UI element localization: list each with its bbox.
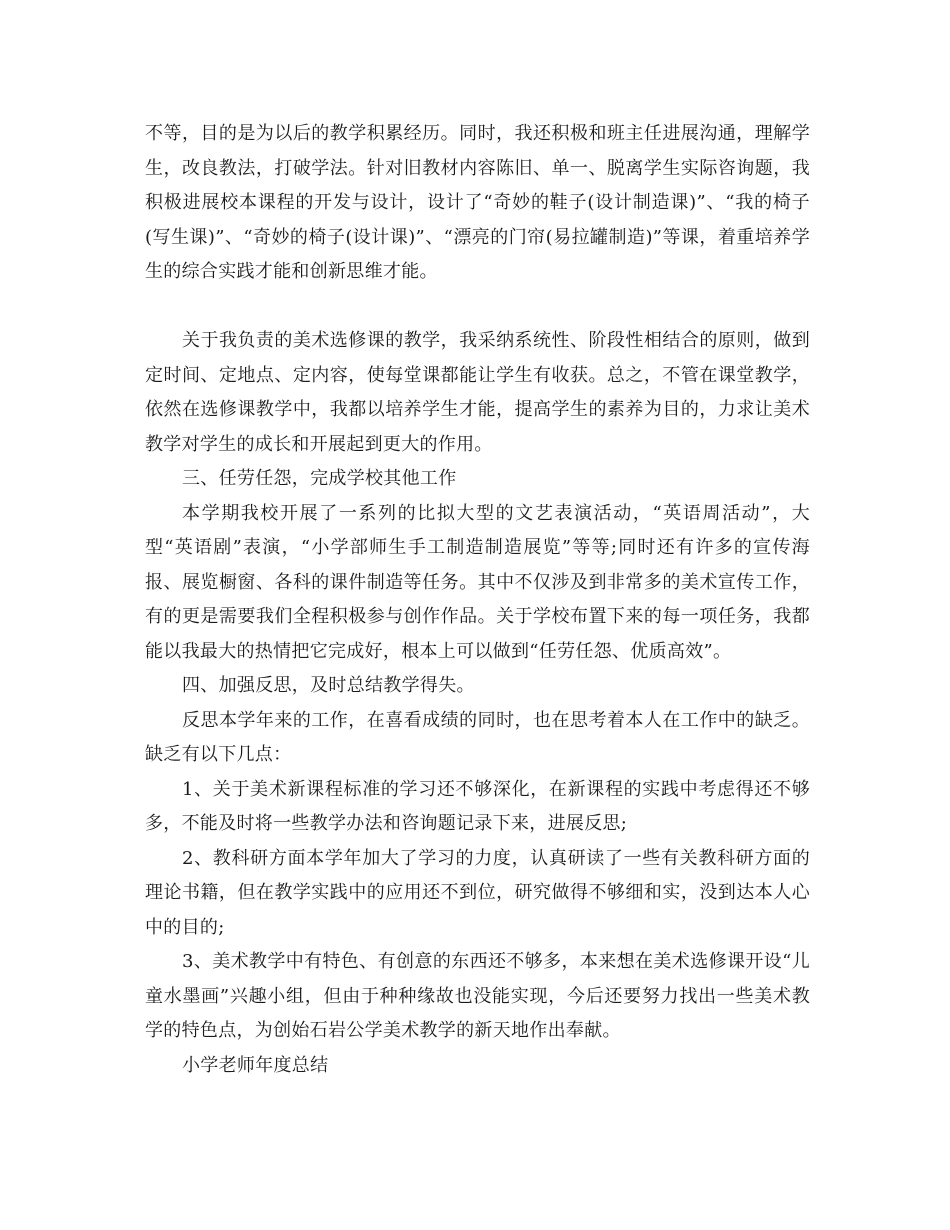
list-item-shortcoming-1: 1、关于美术新课程标准的学习还不够深化，在新课程的实践中考虑得还不够多，不能及时将一些教学办法和咨询题记录下来，进展反思;: [145, 778, 810, 834]
closing-title: 小学老师年度总结: [182, 1054, 329, 1076]
paragraph-gap: [145, 290, 810, 325]
list-item-shortcoming-2: 2、教科研方面本学年加大了学习的力度，认真研读了一些有关教科研方面的理论书籍，但在教学实践中的应用还不到位，研究做得不够细和实，没到达本人心中的目的;: [145, 847, 810, 938]
paragraph-school-activities: 本学期我校开展了一系列的比拟大型的文艺表演活动，“英语周活动”，大型“英语剧”表演，“小学部师生手工制造制造展览”等等;同时还有许多的宣传海报、展览橱窗、各科的课件制造等任务。其中不仅涉及到非常多的美术宣传工作，有的更是需要我们全程积极参与创作作品。关于学校布置下来的每一项任务，我都能以我最大的热情把它完成好，根本上可以做到“任劳任怨、优质高效”。: [145, 502, 810, 662]
section-heading-reflection: 四、加强反思，及时总结教学得失。: [182, 675, 475, 696]
section-heading-other-work: 三、任劳任怨，完成学校其他工作: [182, 468, 457, 489]
paragraph-teaching-reform: 不等，目的是为以后的教学积累经历。同时，我还积极和班主任进展沟通，理解学生，改良教法，打破学法。针对旧教材内容陈旧、单一、脱离学生实际咨询题，我积极进展校本课程的开发与设计，设计了“奇妙的鞋子(设计制造课)”、“我的椅子(写生课)”、“奇妙的椅子(设计课)”、“漂亮的门帘(易拉罐制造)”等课，着重培养学生的综合实践才能和创新思维才能。: [145, 123, 810, 282]
paragraph-reflection-intro: 反思本学年来的工作，在喜看成绩的同时，也在思考着本人在工作中的缺乏。缺乏有以下几点：: [145, 709, 810, 765]
paragraph-elective-course: 关于我负责的美术选修课的教学，我采纳系统性、阶段性相结合的原则，做到定时间、定地点、定内容，使每堂课都能让学生有收获。总之，不管在课堂教学，依然在选修课教学中，我都以培养学生才能，提高学生的素养为目的，力求让美术教学对学生的成长和开展起到更大的作用。: [145, 330, 810, 455]
list-item-shortcoming-3: 3、美术教学中有特色、有创意的东西还不够多，本来想在美术选修课开设“儿童水墨画”兴趣小组，但由于种种缘故也没能实现，今后还要努力找出一些美术教学的特色点，为创始石岩公学美术教学的新天地作出奉献。: [145, 951, 810, 1041]
document-body: [145, 117, 810, 1083]
